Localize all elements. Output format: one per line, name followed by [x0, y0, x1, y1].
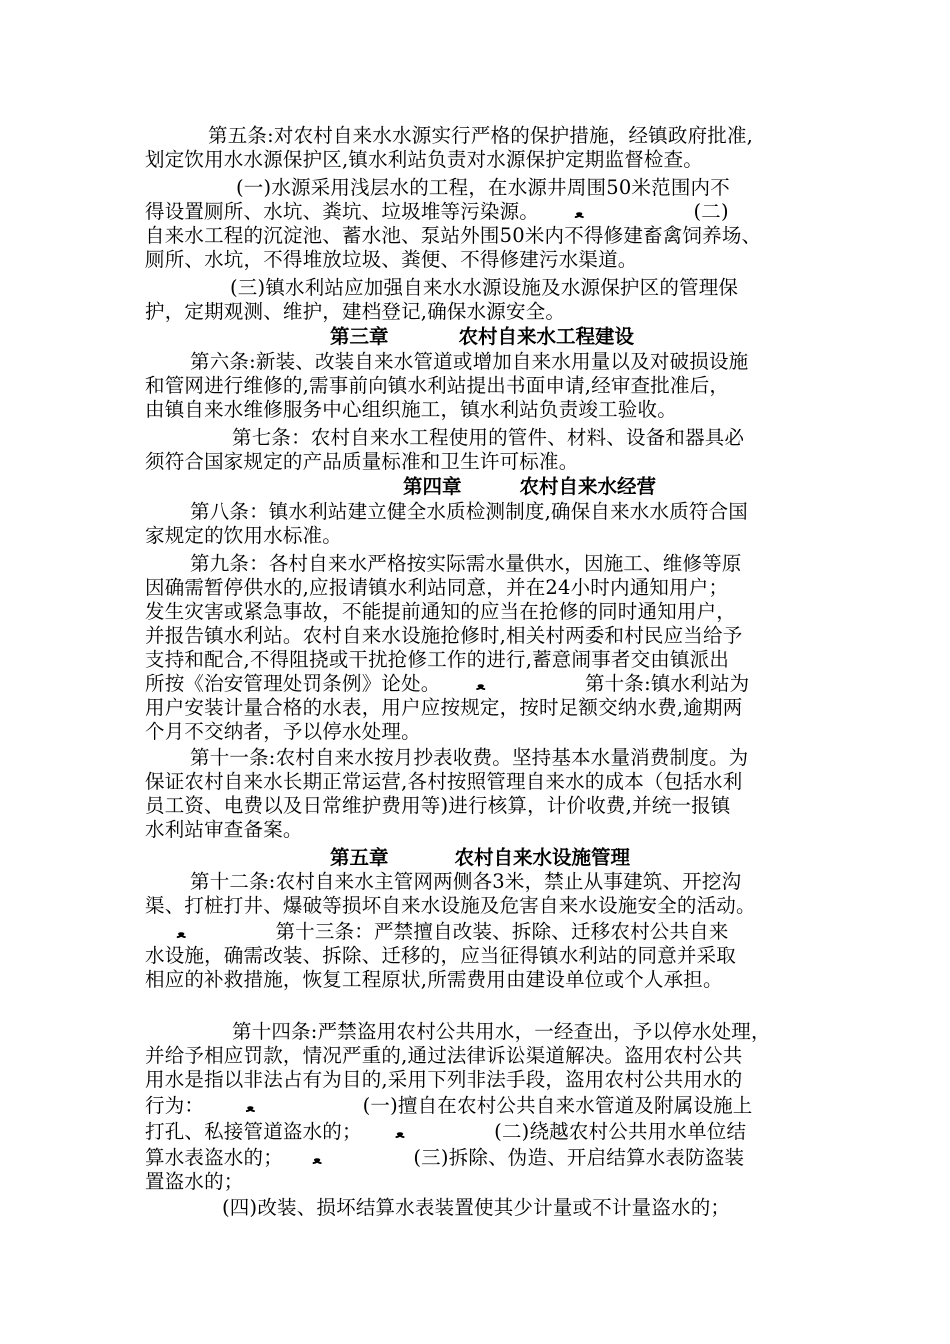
text-line: 相应的补救措施，恢复工程原状,所需费用由建设单位或个人承担。 — [145, 968, 723, 991]
text-line: 员工资、电费以及日常维护费用等)进行核算，计价收费,并统一报镇 — [145, 794, 731, 817]
text-span: 行为： — [145, 1094, 205, 1117]
text-line: (三)镇水利站应加强自来水水源设施及水源保护区的管理保 — [230, 276, 739, 299]
text-line: 个月不交纳者，予以停水处理。 — [145, 720, 421, 743]
text-line: 支持和配合,不得阻挠或干扰抢修工作的进行,蓄意闹事者交由镇派出 — [145, 648, 730, 671]
text-span: (二)绕越农村公共用水单位结 — [494, 1120, 747, 1143]
paragraph-mark-icon: ﻌ — [575, 204, 584, 222]
text-line: 并报告镇水利站。农村自来水设施抢修时,相关村两委和村民应当给予 — [145, 624, 743, 647]
text-line: 水利站审查备案。 — [145, 818, 303, 841]
text-line: 水设施，确需改装、拆除、迁移的，应当征得镇水利站的同意并采取 — [145, 944, 737, 967]
text-line — [145, 920, 729, 945]
text-span: 所按《治安管理处罚条例》论处。 — [145, 672, 441, 695]
text-line: 用户安装计量合格的水表，用户应按规定，按时足额交纳水费,逾期两 — [145, 696, 743, 719]
text-line: 并给予相应罚款，情况严重的,通过法律诉讼渠道解决。盗用农村公共 — [145, 1044, 743, 1067]
text-line: 发生灾害或紧急事故，不能提前通知的应当在抢修的同时通知用户， — [145, 600, 737, 623]
text-line — [145, 1146, 744, 1171]
text-span: (一)擅自在农村公共自来水管道及附属设施上 — [362, 1094, 753, 1117]
text-line: 保证农村自来水长期正常运营,各村按照管理自来水的成本（包括水利 — [145, 770, 743, 793]
chapter-number: 第四章 — [403, 475, 462, 498]
text-line: (四)改装、损坏结算水表装置使其少计量或不计量盗水的； — [222, 1196, 731, 1219]
text-line: 须符合国家规定的产品质量标准和卫生许可标准。 — [145, 450, 579, 473]
text-line: 划定饮用水水源保护区,镇水利站负责对水源保护定期监督检查。 — [145, 148, 703, 171]
text-line: 自来水工程的沉淀池、蓄水池、泵站外围50米内不得修建畜禽饲养场、 — [145, 224, 762, 247]
chapter-title: 农村自来水工程建设 — [458, 325, 635, 348]
paragraph-mark-icon: ﻌ — [177, 924, 186, 942]
text-span: (二) — [693, 200, 729, 223]
text-span: 第十条:镇水利站为 — [584, 672, 750, 695]
text-line: (一)水源采用浅层水的工程，在水源井周围50米范围内不 — [236, 176, 730, 199]
text-line: 渠、打桩打井、爆破等损坏自来水设施及危害自来水设施安全的活动。 — [145, 894, 756, 917]
chapter-number: 第三章 — [330, 325, 389, 348]
text-line: 第十一条:农村自来水按月抄表收费。坚持基本水量消费制度。为 — [190, 746, 749, 769]
text-span: 得设置厕所、水坑、粪坑、垃圾堆等污染源。 — [145, 200, 540, 223]
paragraph-mark-icon: ﻌ — [395, 1124, 405, 1142]
paragraph-mark-icon: ﻌ — [246, 1098, 255, 1116]
chapter-heading — [403, 475, 656, 499]
text-span: 第十三条：严禁擅自改装、拆除、迁移农村公共自来 — [275, 920, 729, 943]
chapter-title: 农村自来水经营 — [519, 475, 657, 498]
text-line: 第十四条:严禁盗用农村公共用水，一经查出，予以停水处理， — [232, 1020, 771, 1043]
text-line: 第七条：农村自来水工程使用的管件、材料、设备和器具必 — [232, 426, 745, 449]
text-line: 家规定的饮用水标准。 — [145, 524, 343, 547]
text-line: 置盗水的； — [145, 1170, 244, 1193]
text-line: 用水是指以非法占有为目的,采用下列非法手段，盗用农村公共用水的 — [145, 1068, 743, 1091]
text-line: 厕所、水坑，不得堆放垃圾、粪便、不得修建污水渠道。 — [145, 248, 638, 271]
text-line — [145, 672, 749, 697]
text-span: 算水表盗水的； — [145, 1146, 283, 1169]
paragraph-mark-icon: ﻌ — [312, 1150, 322, 1168]
text-span: 打孔、私接管道盗水的； — [145, 1120, 362, 1143]
text-line: 护，定期观测、维护，建档登记,确保水源安全。 — [145, 300, 566, 323]
paragraph-mark-icon: ﻌ — [476, 676, 485, 694]
text-line: 第九条：各村自来水严格按实际需水量供水，因施工、维修等原 — [190, 552, 742, 575]
text-line: 第六条:新装、改装自来水管道或增加自来水用量以及对破损设施 — [190, 350, 749, 373]
chapter-number: 第五章 — [330, 846, 389, 869]
text-line: 第五条:对农村自来水水源实行严格的保护措施，经镇政府批准, — [208, 124, 754, 147]
text-line — [145, 1120, 746, 1145]
text-span: (三)拆除、伪造、开启结算水表防盗装 — [413, 1146, 745, 1169]
text-line — [145, 1094, 753, 1119]
text-line: 第八条：镇水利站建立健全水质检测制度,确保自来水水质符合国 — [190, 500, 748, 523]
chapter-heading — [330, 846, 630, 870]
text-line: 和管网进行维修的,需事前向镇水利站提出书面申请,经审查批准后， — [145, 374, 730, 397]
chapter-heading — [330, 325, 634, 349]
chapter-title: 农村自来水设施管理 — [454, 846, 631, 869]
text-line: 第十二条:农村自来水主管网两侧各3米，禁止从事建筑、开挖沟 — [190, 870, 742, 893]
text-line: 由镇自来水维修服务中心组织施工，镇水利站负责竣工验收。 — [145, 398, 677, 421]
text-line: 因确需暂停供水的,应报请镇水利站同意，并在24小时内通知用户； — [145, 576, 729, 599]
text-line — [145, 200, 729, 225]
